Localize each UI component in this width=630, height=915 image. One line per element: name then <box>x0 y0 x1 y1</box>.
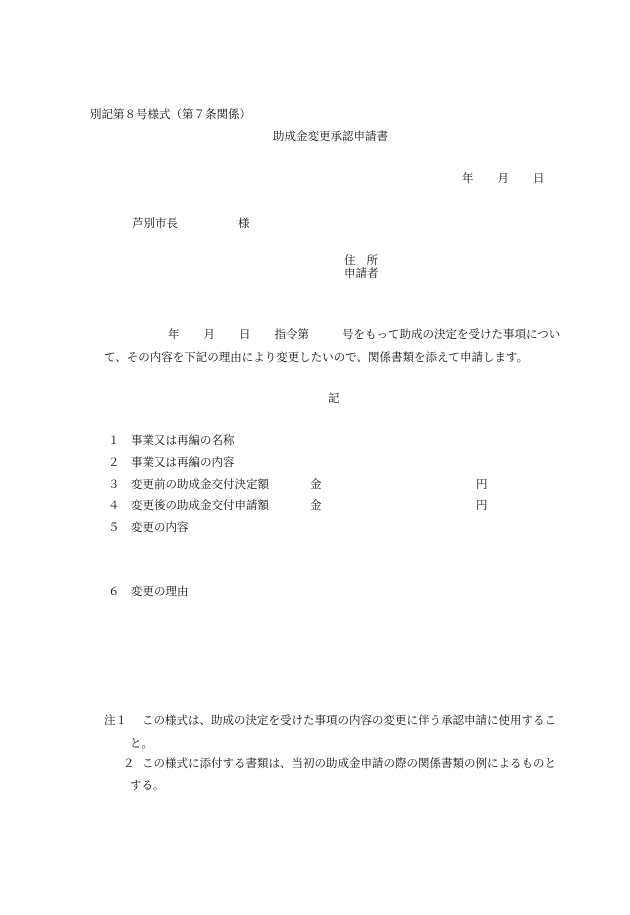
item-label: 変更前の助成金交付決定額 <box>131 477 269 491</box>
amount-unit: 円 <box>476 477 488 491</box>
item-number: １ <box>108 433 120 447</box>
item-label: 変更の内容 <box>131 520 189 534</box>
item-number: ２ <box>108 455 120 469</box>
item-label: 変更の理由 <box>131 584 189 598</box>
item-label: 事業又は再編の内容 <box>131 455 235 469</box>
list-item <box>108 498 488 512</box>
addressee <box>132 218 250 230</box>
note-prefix: 注１ <box>104 713 127 727</box>
list-item <box>108 522 189 534</box>
item-number: ４ <box>108 498 120 512</box>
note-2-continuation: する。 <box>130 778 165 792</box>
item-label: 事業又は再編の名称 <box>131 433 235 447</box>
page-title: 助成金変更承認申請書 <box>273 129 388 143</box>
list-item <box>108 457 235 469</box>
note-2 <box>123 758 556 770</box>
applicant-block <box>344 254 389 280</box>
amount-unit: 円 <box>476 498 488 512</box>
applicant-label: 申請者 <box>344 266 379 280</box>
body-order: 指令第 <box>274 327 309 341</box>
ki-heading: 記 <box>328 391 340 405</box>
body-day: 日 <box>239 327 251 341</box>
note-1 <box>104 715 556 727</box>
date-year: 年 <box>462 171 474 185</box>
address-label: 住所 <box>344 253 389 267</box>
note-2-text: この様式に添付する書類は、当初の助成金申請の際の関係書類の例によるものと <box>142 756 556 770</box>
form-number: 別記第８号様式（第７条関係） <box>90 107 251 121</box>
body-text-line-1 <box>168 329 560 341</box>
body-rest: 号をもって助成の決定を受けた事項につい <box>342 327 561 341</box>
date-day: 日 <box>533 171 545 185</box>
body-year: 年 <box>168 327 180 341</box>
item-number: ５ <box>108 520 120 534</box>
date-line <box>462 173 545 185</box>
note-2-number: ２ <box>123 756 135 770</box>
body-month: 月 <box>203 327 215 341</box>
note-1-continuation: と。 <box>130 736 153 750</box>
amount-prefix: 金 <box>310 477 322 491</box>
item-number: ３ <box>108 477 120 491</box>
item-number: ６ <box>108 584 120 598</box>
body-text-line-2: て、その内容を下記の理由により変更したいので、関係書類を添えて申請します。 <box>104 350 529 364</box>
addressee-honorific: 様 <box>238 216 250 230</box>
list-item <box>108 435 235 447</box>
addressee-name: 芦別市長 <box>132 216 178 230</box>
list-item <box>108 477 488 491</box>
note-1-text: この様式は、助成の決定を受けた事項の内容の変更に伴う承認申請に使用するこ <box>142 713 556 727</box>
item-label: 変更後の助成金交付申請額 <box>131 498 269 512</box>
list-item <box>108 586 189 598</box>
amount-prefix: 金 <box>310 498 322 512</box>
date-month: 月 <box>497 171 509 185</box>
